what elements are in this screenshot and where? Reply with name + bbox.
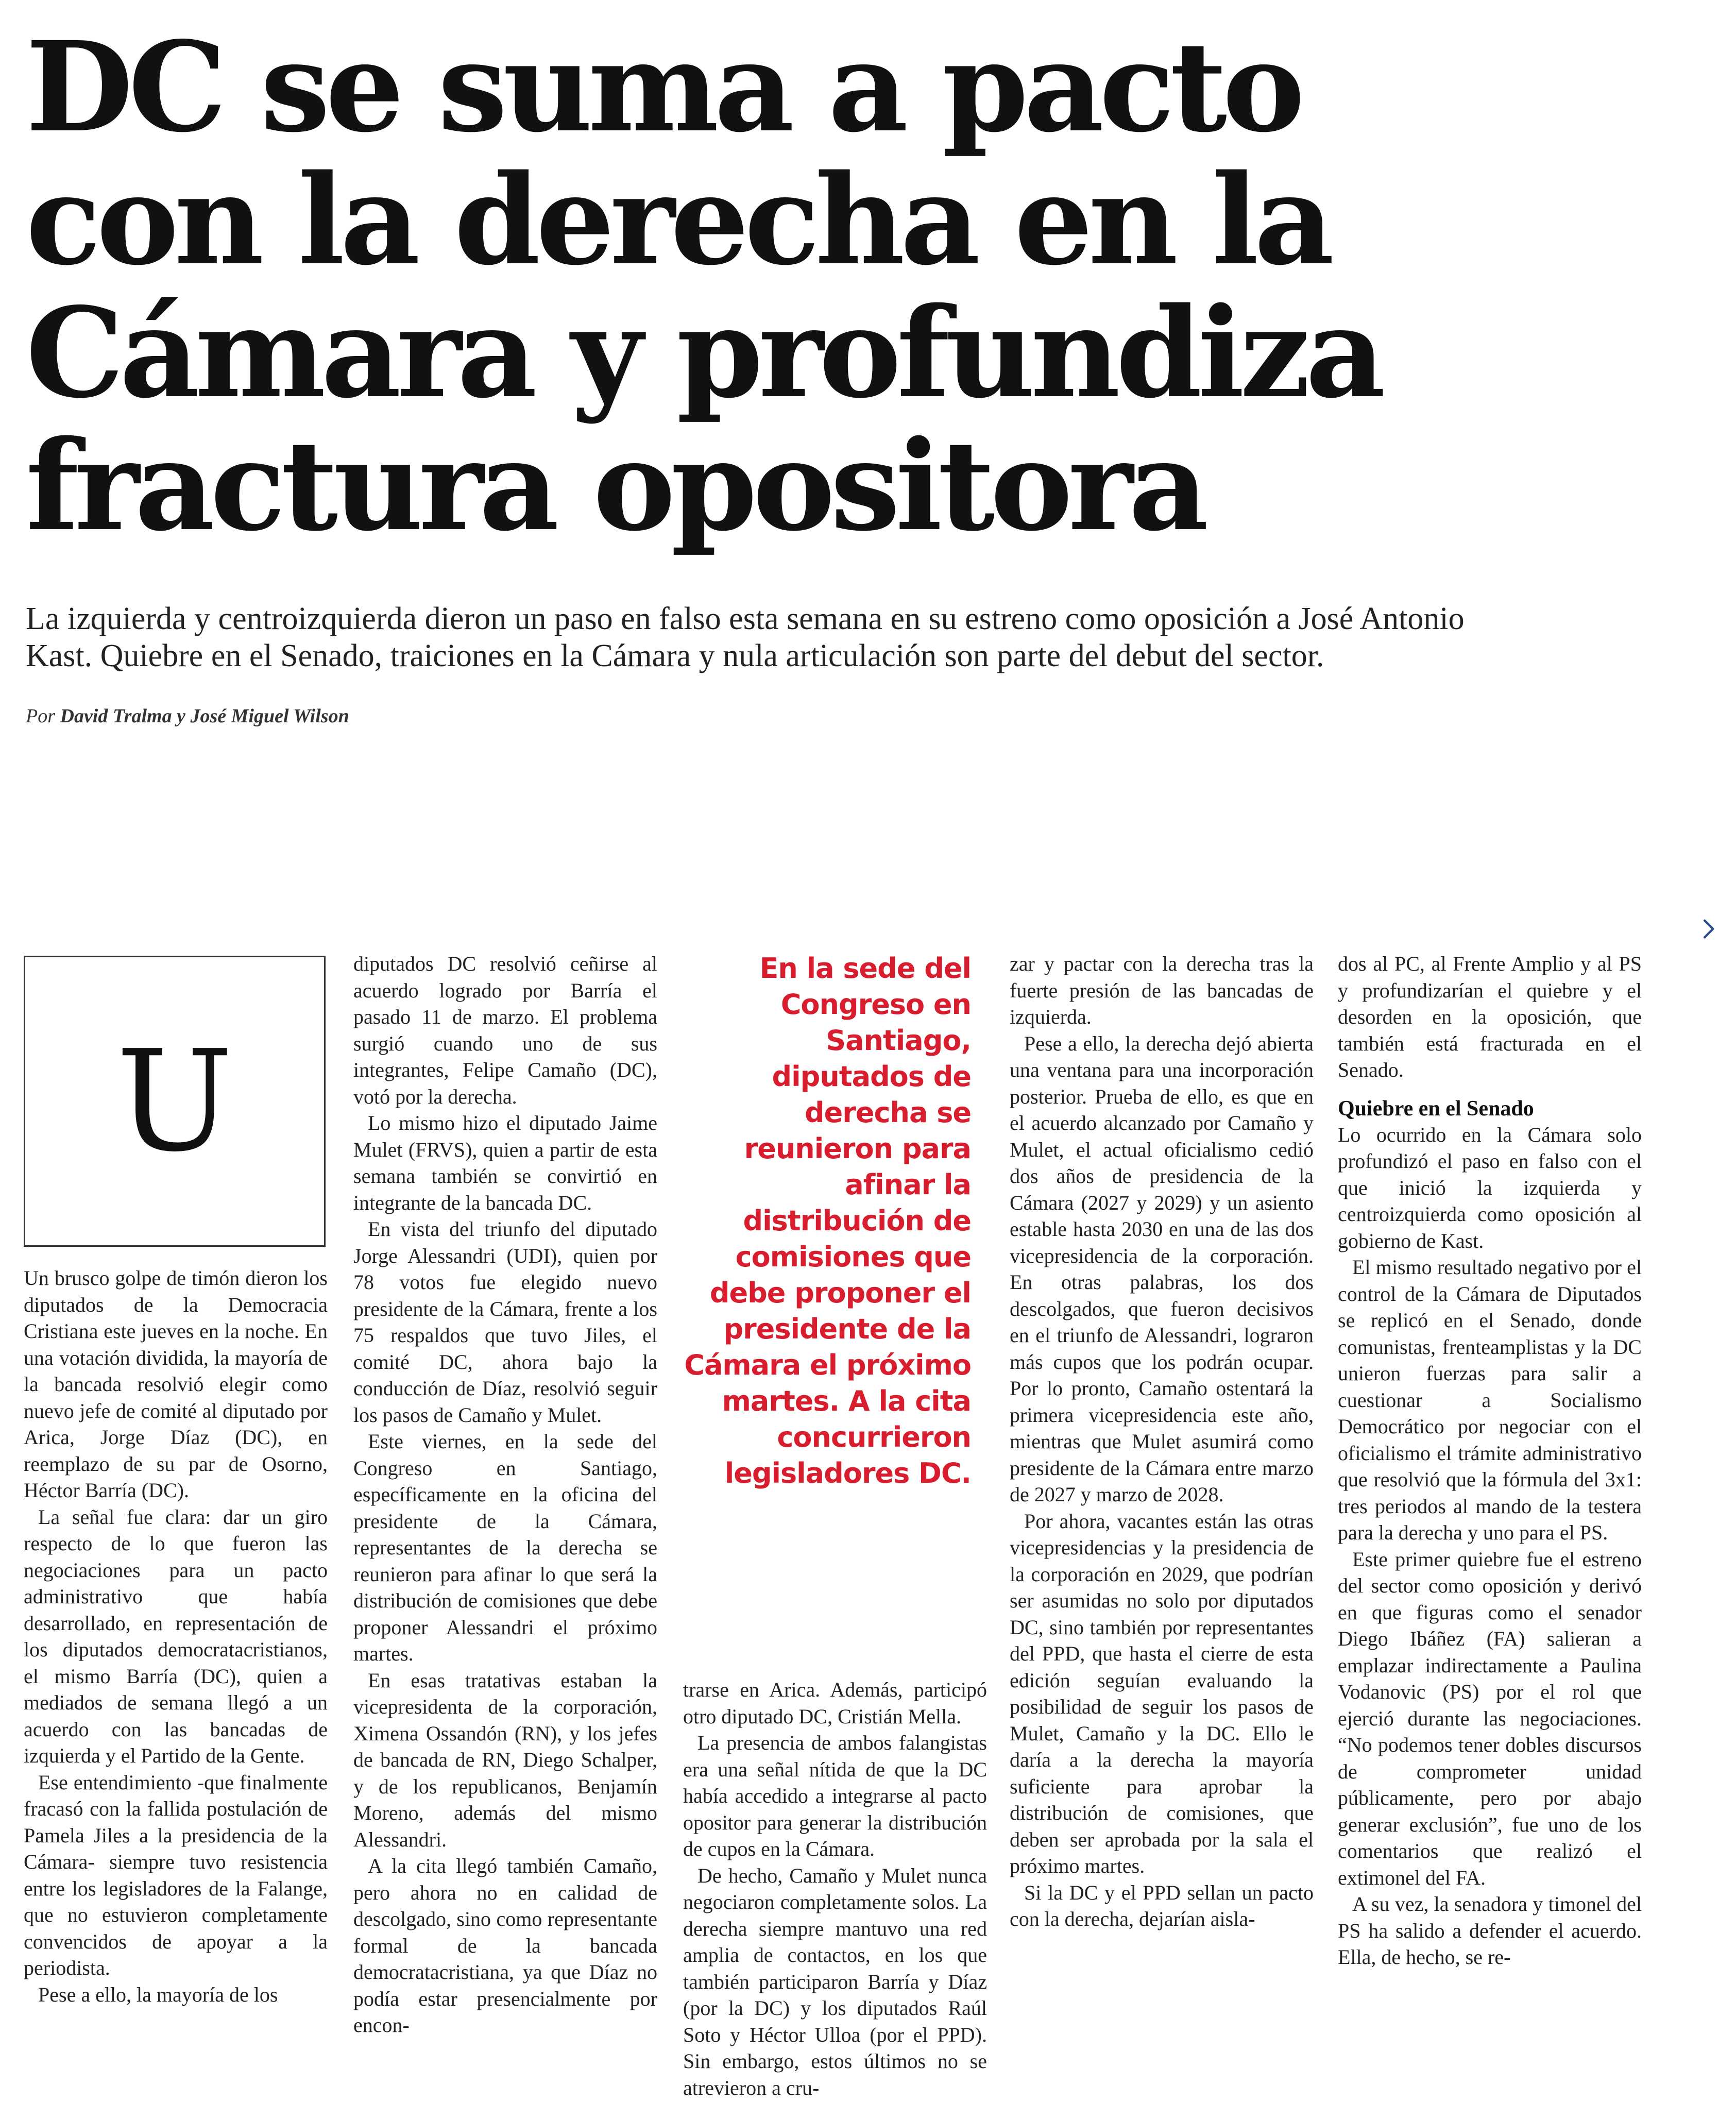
column-2 [353, 951, 657, 2039]
headline-line: fractura opositora [26, 419, 1417, 552]
deck-line: La izquierda y centroizquierda dieron un paso en falso esta semana en su estreno como oposición a José Antonio [26, 600, 1530, 637]
paragraph: A la cita llegó también Camaño, pero ahora no en calidad de descolgado, sino como representante formal de la bancada democratacristiana, ya que Díaz no podía estar presencialmente por encon- [353, 1853, 657, 2039]
paragraph: Ese entendimiento -que finalmente fracasó con la fallida postulación de Pamela Jiles a la presidencia de la Cámara- siempre tuvo resistencia entre los legisladores de la Falange, que no estuvieron completamente convencidos de apoyar a la periodista. [24, 1769, 328, 1981]
dropcap-letter: U [116, 1032, 233, 1171]
chevron-right-icon[interactable] [1694, 914, 1723, 943]
column-1 [24, 1265, 328, 2008]
paragraph: La señal fue clara: dar un giro respecto de lo que fueron las negociaciones para un pacto administrativo que había desarrollado, en representación de los diputados democratacristianos, el mismo Barría (DC), quien a mediados de semana llegó a un acuerdo con las bancadas de izquierda y el Partido de la Gente. [24, 1504, 328, 1769]
paragraph: De hecho, Camaño y Mulet nunca negociaron completamente solos. La derecha siempre mantuvo una red amplia de contactos, en los que también participaron Barría y Díaz (por la DC) y los diputados Raúl Soto y Héctor Ulloa (por el PPD). Sin embargo, estos últimos no se atrevieron a cru- [683, 1862, 987, 2101]
paragraph: Lo mismo hizo el diputado Jaime Mulet (FRVS), quien a partir de esta semana también se convirtió en integrante de la bancada DC. [353, 1110, 657, 1216]
paragraph: Un brusco golpe de timón dieron los diputados de la Democracia Cristiana este jueves en la noche. En una votación dividida, la mayoría de la bancada resolvió elegir como nuevo jefe de comité al diputado por Arica, Jorge Díaz (DC), en reemplazo de su par de Osorno, Héctor Barría (DC). [24, 1265, 328, 1504]
paragraph: La presencia de ambos falangistas era una señal nítida de que la DC había accedido a integrarse al pacto opositor para generar la distribución de cupos en la Cámara. [683, 1730, 987, 1862]
pull-quote: En la sede del Congreso en Santiago, diputados de derecha se reunieron para afinar la distribución de comisiones que debe proponer el presidente de la Cámara el próximo martes. A la cita concurrieron legisladores DC. [683, 951, 971, 1492]
column-5 [1338, 951, 1642, 1971]
paragraph: El mismo resultado negativo por el control de la Cámara de Diputados se replicó en el Senado, donde comunistas, frenteamplistas y la DC unieron fuerzas para salir a cuestionar a Socialismo Democrático por negociar con el oficialismo el trámite administrativo que resolvió que la fórmula del 3x1: tres periodos al mando de la testera para la derecha y uno para el PS. [1338, 1254, 1642, 1546]
paragraph: Lo ocurrido en la Cámara solo profundizó el paso en falso con el que inició la izquierda y centroizquierda como oposición al gobierno de Kast. [1338, 1122, 1642, 1255]
paragraph: diputados DC resolvió ceñirse al acuerdo logrado por Barría el pasado 11 de marzo. El problema surgió cuando uno de sus integrantes, Felipe Camaño (DC), votó por la derecha. [353, 951, 657, 1110]
dropcap-box [24, 956, 326, 1247]
deck [26, 600, 1530, 674]
paragraph: Si la DC y el PPD sellan un pacto con la derecha, dejarían aisla- [1010, 1879, 1314, 1933]
byline-authors: David Tralma y José Miguel Wilson [60, 705, 349, 727]
paragraph: Este primer quiebre fue el estreno del sector como oposición y derivó en que figuras como el senador Diego Ibáñez (FA) salieran a emplazar indirectamente a Paulina Vodanovic (PS) por el rol que ejerció durante las negociaciones. “No podemos tener dobles discursos de comprometer unidad públicamente, pero por abajo generar exclusión”, fue uno de los comentarios que realizó el extimonel del FA. [1338, 1546, 1642, 1891]
headline [26, 21, 1417, 552]
paragraph: Pese a ello, la mayoría de los [24, 1981, 328, 2008]
paragraph: zar y pactar con la derecha tras la fuerte presión de las bancadas de izquierda. [1010, 951, 1314, 1030]
deck-line: Kast. Quiebre en el Senado, traiciones en la Cámara y nula articulación son parte del debut del sector. [26, 637, 1530, 674]
chevron-right-icon-svg [1694, 914, 1723, 943]
paragraph: Por ahora, vacantes están las otras vicepresidencias y la presidencia de la corporación en 2029, que podrían ser asumidas no solo por diputados DC, sino también por representantes del PPD, que hasta el cierre de esta edición seguían evaluando la posibilidad de seguir los pasos de Mulet, Camaño y la DC. Ello le daría a la derecha la mayoría suficiente para aprobar la distribución de comisiones, que deben ser aprobada por la sala el próximo martes. [1010, 1508, 1314, 1879]
paragraph: Pese a ello, la derecha dejó abierta una ventana para una incorporación posterior. Prueba de ello, es que en el acuerdo alcanzado por Camaño y Mulet, el actual oficialismo cedió dos años de presidencia de la Cámara (2027 y 2029) y un asiento estable hasta 2030 en una de las dos vicepresidencia de la corporación. En otras palabras, los dos descolgados, que fueron decisivos en el triunfo de Alessandri, lograron más cupos que los podrán ocupar. Por lo pronto, Camaño ostentará la primera vicepresidencia este año, mientras que Mulet asumirá como presidente de la Cámara entre marzo de 2027 y marzo de 2028. [1010, 1030, 1314, 1508]
subhead: Quiebre en el Senado [1338, 1096, 1642, 1122]
paragraph: trarse en Arica. Además, participó otro diputado DC, Cristián Mella. [683, 1676, 987, 1730]
paragraph: En vista del triunfo del diputado Jorge Alessandri (UDI), quien por 78 votos fue elegido nuevo presidente de la Cámara, frente a los 75 respaldos que tuvo Jiles, el comité DC, ahora bajo la conducción de Díaz, resolvió seguir los pasos de Camaño y Mulet. [353, 1216, 657, 1428]
headline-line: con la derecha en la [26, 154, 1417, 286]
column-3 [683, 1676, 987, 2101]
paragraph: A su vez, la senadora y timonel del PS ha salido a defender el acuerdo. Ella, de hecho, se re- [1338, 1891, 1642, 1971]
byline-prefix: Por [26, 705, 55, 727]
paragraph: Este viernes, en la sede del Congreso en Santiago, específicamente en la oficina del presidente de la Cámara, representantes de la derecha se reunieron para afinar lo que será la distribución de comisiones que debe proponer Alessandri el próximo martes. [353, 1428, 657, 1667]
paragraph: En esas tratativas estaban la vicepresidenta de la corporación, Ximena Ossandón (RN), y los jefes de bancada de RN, Diego Schalper, y de los republicanos, Benjamín Moreno, además del mismo Alessandri. [353, 1667, 657, 1853]
headline-line: DC se suma a pacto [26, 21, 1417, 154]
column-4 [1010, 951, 1314, 1933]
byline [26, 705, 349, 727]
headline-line: Cámara y profundiza [26, 286, 1417, 419]
paragraph: dos al PC, al Frente Amplio y al PS y profundizarían el quiebre y el desorden en la oposición, que también está fracturada en el Senado. [1338, 951, 1642, 1083]
